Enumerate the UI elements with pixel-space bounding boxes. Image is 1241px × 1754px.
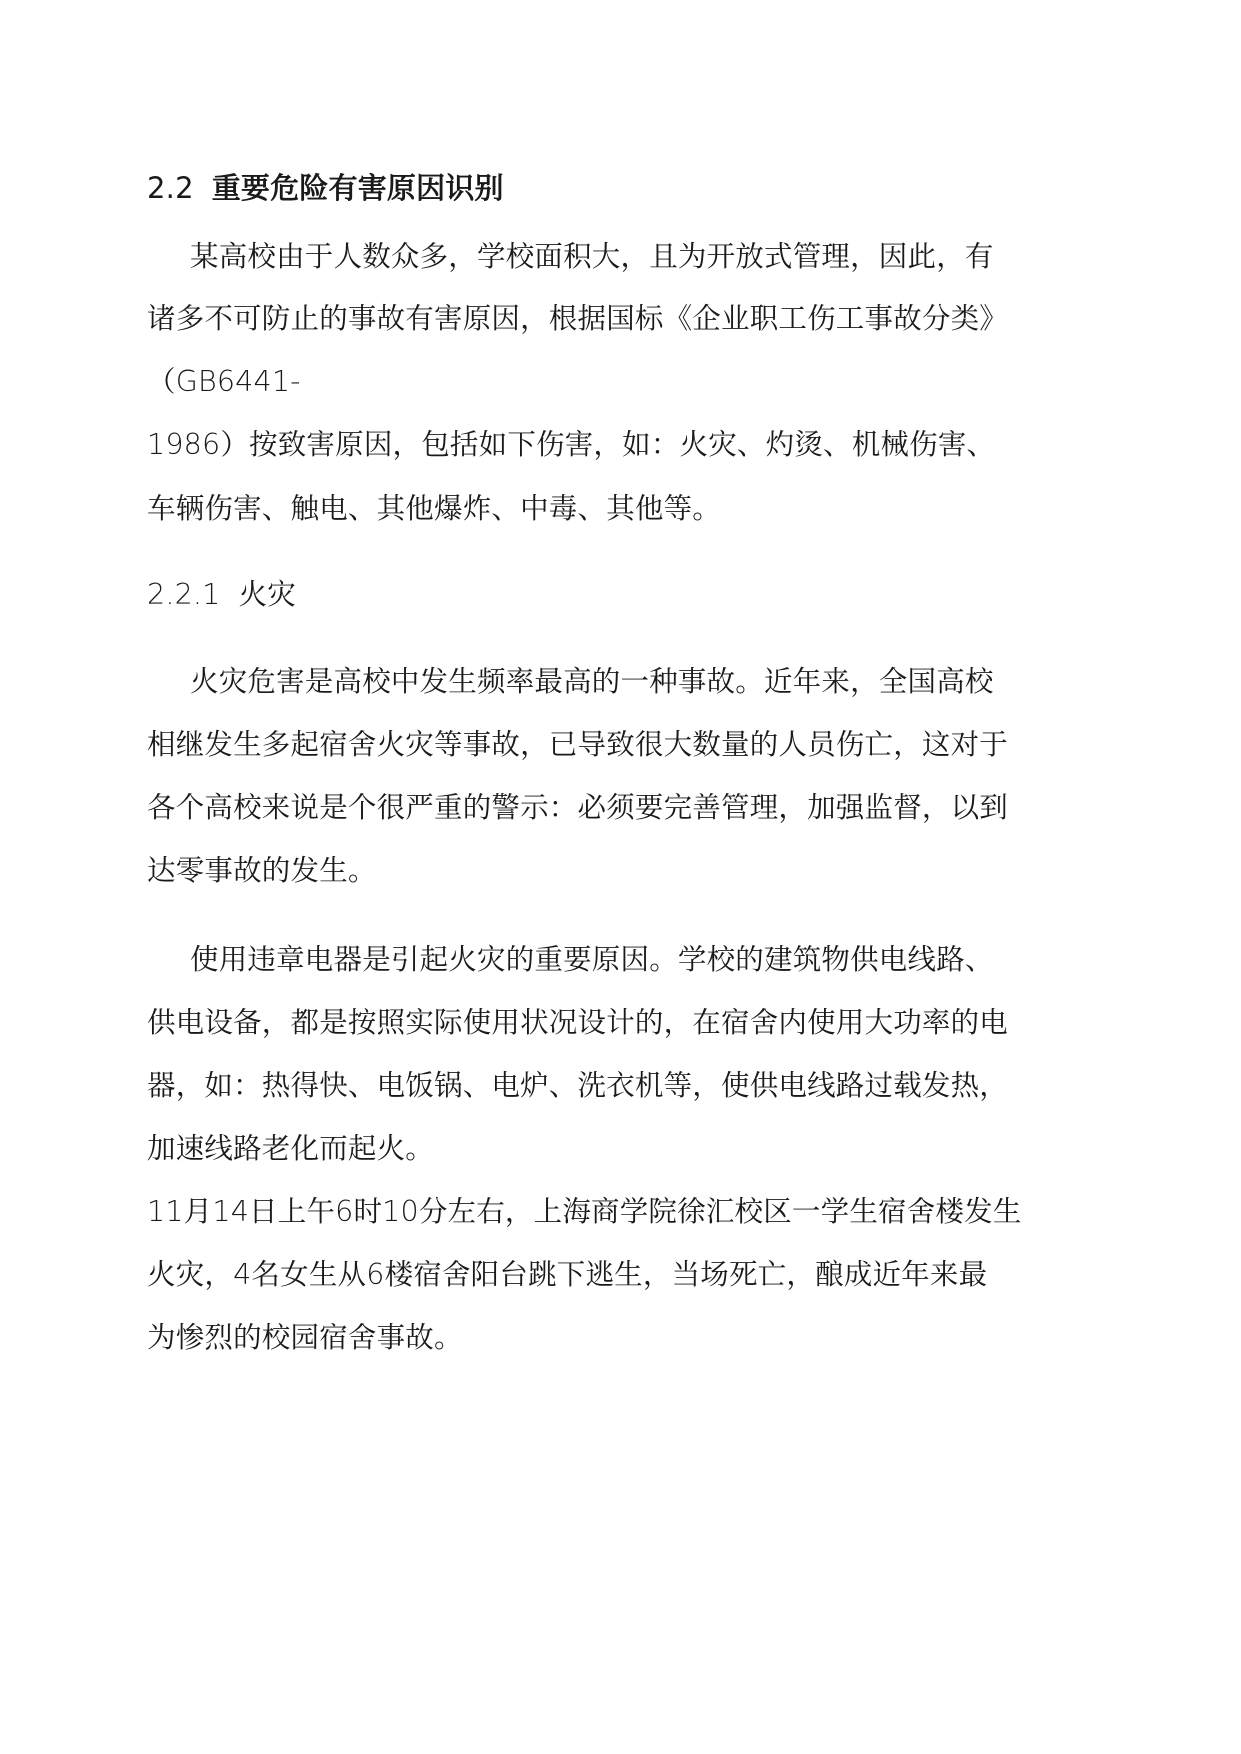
intro-line-1: 某高校由于人数众多，学校面积大，且为开放式管理，因此，有 [190, 240, 994, 273]
subsection-number: 2.2.1 [147, 578, 221, 611]
intro-line-2: 诸多不可防止的事故有害原因，根据国标《企业职工伤工事故分类》 [147, 302, 1009, 335]
intro-line-3: （GB6441- [147, 365, 301, 398]
para2-line-1: 使用违章电器是引起火灾的重要原因。学校的建筑物供电线路、 [190, 943, 994, 976]
para3-line-3: 为惨烈的校园宿舍事故。 [147, 1321, 463, 1354]
section-heading [147, 168, 504, 208]
para1-line-2: 相继发生多起宿舍火灾等事故，已导致很大数量的人员伤亡，这对于 [147, 728, 1009, 761]
subsection-title: 火灾 [238, 578, 296, 611]
section-number: 2.2 [147, 171, 194, 205]
intro-line-5: 车辆伤害、触电、其他爆炸、中毒、其他等。 [147, 492, 722, 525]
para1-line-4: 达零事故的发生。 [147, 854, 377, 887]
para2-line-3: 器，如：热得快、电饭锅、电炉、洗衣机等，使供电线路过载发热， [147, 1069, 1009, 1102]
para3-line-1: 11月14日上午6时10分左右，上海商学院徐汇校区一学生宿舍楼发生 [147, 1195, 1022, 1228]
subsection-heading [147, 575, 296, 615]
para1-line-3: 各个高校来说是个很严重的警示：必须要完善管理，加强监督，以到 [147, 791, 1009, 824]
para1-line-1: 火灾危害是高校中发生频率最高的一种事故。近年来，全国高校 [190, 665, 994, 698]
section-title: 重要危险有害原因识别 [211, 171, 504, 205]
intro-line-4: 1986）按致害原因，包括如下伤害，如：火灾、灼烫、机械伤害、 [147, 428, 996, 461]
para2-line-4: 加速线路老化而起火。 [147, 1132, 435, 1165]
para2-line-2: 供电设备，都是按照实际使用状况设计的，在宿舍内使用大功率的电 [147, 1006, 1009, 1039]
para3-line-2: 火灾，4名女生从6楼宿舍阳台跳下逃生，当场死亡，酿成近年来最 [147, 1258, 988, 1291]
